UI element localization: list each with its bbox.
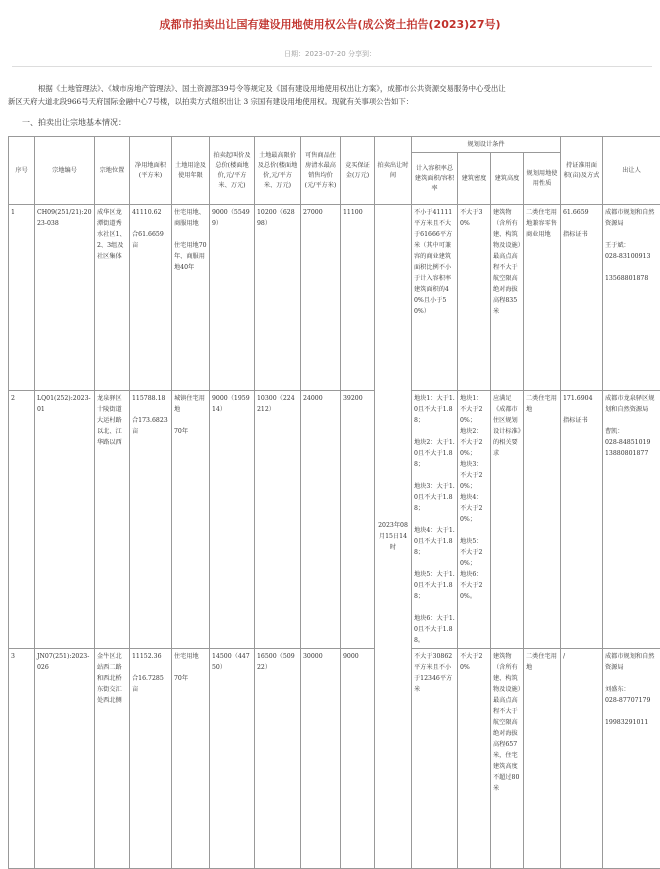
- cell-code: LQ01(252):2023-01: [35, 391, 95, 649]
- cell-cert: 61.6659 指标证书: [561, 205, 603, 391]
- header-max-price: 土地最高限价及总价(楼面地价,元/平方米、万元): [255, 137, 301, 205]
- header-location: 宗地位置: [95, 137, 130, 205]
- header-height: 建筑高度: [491, 153, 524, 205]
- cell-max-price: 16500（50922）: [255, 649, 301, 869]
- header-area: 净用地面积(平方米): [130, 137, 172, 205]
- cell-cert: 171.6904 指标证书: [561, 391, 603, 649]
- cell-use: 住宅用地 70年: [172, 649, 210, 869]
- cell-deposit: 11100: [341, 205, 375, 391]
- cell-transferor: 成都市龙泉驿区规划和自然资源局 曹凯： 028-84851019 13880801877: [603, 391, 660, 649]
- land-parcel-table: [8, 136, 660, 869]
- header-transferor: 出让人: [603, 137, 660, 205]
- header-time: 拍卖出让时间: [375, 137, 412, 205]
- intro-paragraph: [8, 82, 660, 108]
- cell-use-nature: 二类住宅用地: [524, 391, 561, 649]
- cell-sale-price: 27000: [301, 205, 341, 391]
- cell-use-nature: 二类住宅用地: [524, 649, 561, 869]
- cell-location: 成华区龙潭街道秀水社区1、2、3组及社区集体: [95, 205, 130, 391]
- cell-code: CH09(251/21):2023-038: [35, 205, 95, 391]
- page-title: 成都市拍卖出让国有建设用地使用权公告(成公资土拍告(2023)27号): [0, 16, 660, 32]
- cell-plot-ratio: 不大于30862平方米且不小于12346平方米: [412, 649, 458, 869]
- header-sale-price: 可售商品住房清水最高销售均价(元/平方米): [301, 137, 341, 205]
- cell-start-price: 9000（195914）: [210, 391, 255, 649]
- cell-height: 建筑物（含所有建、构筑物及设施）最高点高程不大于航空限高绝对海拔高程835米: [491, 205, 524, 391]
- cell-start-price: 9000（55499）: [210, 205, 255, 391]
- cell-transferor: 成都市规划和自然资源局 王于斌： 028-83100913 13568801878: [603, 205, 660, 391]
- header-use-nature: 规划用地使用性质: [524, 153, 561, 205]
- cell-density: 不大于30%: [458, 205, 491, 391]
- header-seq: 序号: [9, 137, 35, 205]
- cell-seq: 3: [9, 649, 35, 869]
- share-label[interactable]: 分享到：: [348, 50, 376, 58]
- header-cert: 持证准用面积(亩)及方式: [561, 137, 603, 205]
- intro-line-2: 新区天府大道北段966号天府国际金融中心7号楼，以拍卖方式组织出让 3 宗国有建设用地使用权。现就有关事项公告如下：: [8, 95, 660, 108]
- cell-area: 11152.36 合16.7285亩: [130, 649, 172, 869]
- cell-density: 地块1：不大于20%； 地块2：不大于20%； 地块3：不大于20%； 地块4：不大于20%； 地块5：不大于20%； 地块6：不大于20%。: [458, 391, 491, 649]
- cell-use: 住宅用地、商服用地 住宅用地70年、商服用地40年: [172, 205, 210, 391]
- cell-deposit: 9000: [341, 649, 375, 869]
- publish-date: 日期：2023-07-20: [284, 50, 346, 58]
- intro-line-1: 根据《土地管理法》、《城市房地产管理法》、国土资源部39号令等规定及《国有建设用地使用权出让方案》，成都市公共资源交易服务中心受出让: [8, 82, 660, 95]
- cell-height: 应满足《成都市住区规划设计标准》的相关要求: [491, 391, 524, 649]
- cell-use: 城镇住宅用地 70年: [172, 391, 210, 649]
- cell-location: 龙泉驿区十陵街道大运村路以北、江华路以西: [95, 391, 130, 649]
- section-heading: 一、拍卖出让宗地基本情况：: [22, 117, 126, 128]
- header-plot-ratio: 计入容积率总建筑面积/容积率: [412, 153, 458, 205]
- cell-height: 建筑物（含所有建、构筑物及设施）最高点高程不大于航空限高绝对海拔高程657米，住宅建筑高度不超过80米: [491, 649, 524, 869]
- cell-use-nature: 二类住宅用地兼容零售商业用地: [524, 205, 561, 391]
- cell-code: JN07(251):2023-026: [35, 649, 95, 869]
- table-row: [9, 205, 660, 391]
- header-code: 宗地编号: [35, 137, 95, 205]
- header-use: 土地用途及使用年限: [172, 137, 210, 205]
- cell-area: 41110.62 合61.6659亩: [130, 205, 172, 391]
- cell-plot-ratio: 不小于41111平方米且不大于61666平方米（其中可兼容的商业建筑面积比例不小于计入容积率建筑面积的40%且小于50%）: [412, 205, 458, 391]
- table-row: [9, 649, 660, 869]
- article-meta: [0, 49, 660, 59]
- cell-start-price: 14500（44750）: [210, 649, 255, 869]
- cell-seq: 2: [9, 391, 35, 649]
- header-start-price: 拍卖起叫价及总价(楼面地价,元/平方米、万元): [210, 137, 255, 205]
- cell-max-price: 10300（224212）: [255, 391, 301, 649]
- cell-area: 115788.18 合173.6823亩: [130, 391, 172, 649]
- cell-cert: /: [561, 649, 603, 869]
- cell-sale-price: 24000: [301, 391, 341, 649]
- cell-density: 不大于20%: [458, 649, 491, 869]
- header-deposit: 竞买保证金(万元): [341, 137, 375, 205]
- cell-auction-time: 2023年08月15日14时: [375, 205, 412, 869]
- cell-deposit: 39200: [341, 391, 375, 649]
- cell-sale-price: 30000: [301, 649, 341, 869]
- table-row: [9, 391, 660, 649]
- cell-transferor: 成都市规划和自然资源局 刘盛东： 028-87707179 19983291011: [603, 649, 660, 869]
- cell-max-price: 10200（62898）: [255, 205, 301, 391]
- cell-seq: 1: [9, 205, 35, 391]
- header-density: 建筑密度: [458, 153, 491, 205]
- cell-location: 金牛区北站西二路和西北桥东街交汇处西北侧: [95, 649, 130, 869]
- cell-plot-ratio: 地块1：大于1.0且不大于1.88； 地块2：大于1.0且不大于1.88； 地块3：大于1.0且不大于1.88； 地块4：大于1.0且不大于1.88； 地块5：大于1.0且不大于1.88； 地块6：大于1.0且不大于1.88。: [412, 391, 458, 649]
- title-divider: [12, 66, 652, 67]
- header-planning: 规划设计条件: [412, 137, 561, 153]
